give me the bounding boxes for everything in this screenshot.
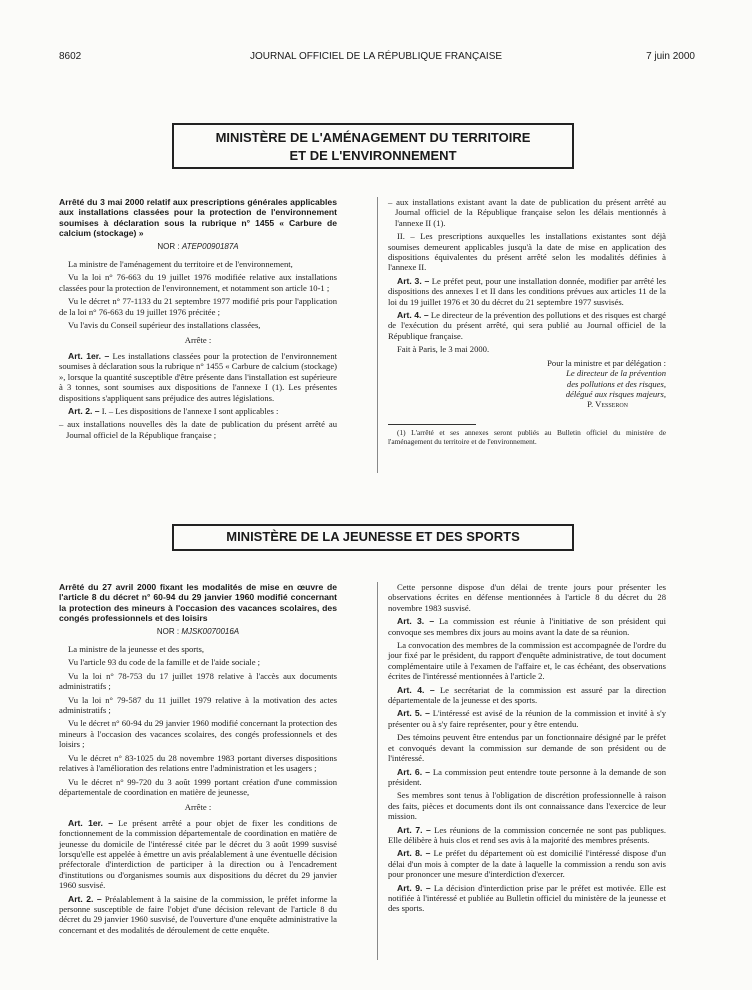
decree2-article-4 [388,685,666,706]
ministry-heading-environment [172,123,574,169]
article-text: Le préfet du département où est domicilié l'intéressé dispose d'un délai d'un mois à compter de la date à laquelle la commission a rendu son avis pour prononcer une mesure d'interdiction d'exercer. [388,848,666,880]
article-text: Les installations classées pour la protection de l'environnement soumises à déclaration sous la rubrique n° 1455 « Carbure de calcium (stockage) », lorsque la quantité susceptible d'être présente dans l'installation est supérieure à 3 tonnes, sont soumises aux dispositions de l'annexe I (1). Les présentes dispositions s'appliquent sans préjudice des autres législations. [59,350,337,403]
article-label: Art. 4. – [397,684,435,695]
article-text: La commission peut entendre toute personne à la demande de son président. [388,766,666,787]
nor-label: NOR : [157,241,180,251]
decree1-nor [59,242,337,252]
page-number: 8602 [59,51,82,62]
decree1-article-2-dash-2: – aux installations existant avant la date de publication du présent arrêté au Journal officiel de la République française selon les délais mentionnés à l'annexe II (1). [388,197,666,228]
decree1-title: Arrêté du 3 mai 2000 relatif aux prescriptions générales applicables aux installations classées pour la protection de l'environnement soumises à déclaration sous la rubrique n° 1455 « Carbure de calcium (stockage) » [59,197,337,239]
article-label: Art. 1er. – [68,817,114,828]
nor-label: NOR : [156,626,180,636]
signature-line: délégué aux risques majeurs, [565,388,666,399]
article-label: Art. 9. – [397,882,431,893]
signature-line: Pour la ministre et par délégation : [547,357,666,368]
decree2-intro-4: Vu le décret n° 60-94 du 29 janvier 1960 modifié concernant la protection des mineurs à l'occasion des vacances scolaires, des congés professionnels et des loisirs ; [59,718,337,750]
decree1-signature [388,358,666,410]
decree1-intro-3: Vu l'avis du Conseil supérieur des installations classées, [68,320,261,331]
footnote-rule [388,424,476,425]
decree2-article-9 [388,883,666,914]
article-label: Art. 5. – [397,708,430,719]
decree1-footnote: (1) L'arrêté et ses annexes seront publiés au Bulletin officiel du ministère de l'aménagement du territoire et de l'environnement. [388,427,666,446]
decree1-right-column [388,197,666,449]
decree2-nor [59,627,337,637]
column-divider [377,582,378,960]
article-text: La décision d'interdiction prise par le préfet est motivée. Elle est notifiée à l'intéressé et publiée au Bulletin officiel du ministère de la jeunesse et des sports. [388,882,667,914]
decree1-article-2 [59,406,337,416]
article-label: Art. 2. – [68,893,102,904]
signature-line: des pollutions et des risques, [566,378,666,389]
ministry-heading-line1: MINISTÈRE DE L'AMÉNAGEMENT DU TERRITOIRE [215,130,531,145]
article-label: Art. 4. – [397,310,429,321]
article-label: Art. 1er. – [68,350,110,361]
article-label: Art. 8. – [397,848,431,859]
article-label: Art. 7. – [397,824,431,835]
column-divider [377,197,378,473]
decree1-done-at: Fait à Paris, le 3 mai 2000. [397,344,490,355]
decree2-intro-1: Vu l'article 93 du code de la famille et de l'aide sociale ; [68,657,261,668]
decree2-article-5 [388,708,666,729]
decree2-intro-6: Vu le décret n° 99-720 du 3 août 1999 portant création d'une commission départementale de coordination en matière de jeunesse, [59,776,337,797]
decree2-intro-3: Vu la loi n° 79-587 du 11 juillet 1979 relative à la motivation des actes administratifs ; [59,694,337,716]
decree1-left-column [59,197,337,443]
decree2-article-3 [388,616,666,637]
nor-code: ATEP0090187A [181,241,239,251]
article-text: Le préfet peut, pour une installation donnée, modifier par arrêté les dispositions des annexes I et II dans les conditions prévues aux articles 11 de la loi du 19 juillet 1976 et 30 du décret du 21 septembre 1977 susvisés. [388,275,666,307]
article-text: La commission est réunie à l'initiative de son président qui convoque ses membres dix jours au moins avant la date de sa réunion. [388,616,666,637]
decree1-article-2-ii: II. – Les prescriptions auxquelles les installations existantes sont déjà soumises demeurent applicables jusqu'à la date de mise en application des dispositions équivalentes du présent arrêté selon les modalités définies à l'annexe II. [388,231,666,273]
ministry-heading-youth-sports [172,524,574,551]
article-text: Les réunions de la commission concernée ne sont pas publiques. Elle délibère à huis clos et rend ses avis à la majorité des membres présents. [388,824,666,845]
ministry-heading-line1: MINISTÈRE DE LA JEUNESSE ET DES SPORTS [226,529,520,544]
decree2-article-6-p2: Ses membres sont tenus à l'obligation de discrétion professionnelle à raison des faits, pièces et documents dont ils ont connaissance dans l'exercice de leur mission. [388,790,666,822]
journal-title: JOURNAL OFFICIEL DE LA RÉPUBLIQUE FRANÇAISE [249,51,503,62]
decree2-article-3-p2: La convocation des membres de la commission est accompagnée de l'ordre du jour fixé par le président, du rapport d'enquête administrative, de tout document complémentaire utile à l'examen de l'affaire et, le cas échéant, des observations écrites de l'intéressé mentionnées à l'article 2. [388,640,666,682]
decree1-arrete: Arrête : [184,335,212,346]
nor-code: MJSK0070016A [181,626,240,636]
decree2-intro-2: Vu la loi n° 78-753 du 17 juillet 1978 relative à l'accès aux documents administratifs ; [59,670,337,692]
decree2-title: Arrêté du 27 avril 2000 fixant les modalités de mise en œuvre de l'article 8 du décret n° 60-94 du 29 janvier 1960 modifié concernant la protection des mineurs à l'occasion des vacances scolaires, des congés professionnels et des loisirs [59,582,337,624]
decree1-intro-0: La ministre de l'aménagement du territoire et de l'environnement, [68,259,293,270]
decree1-article-1 [59,351,337,403]
signature-line: Le directeur de la prévention [566,368,666,379]
decree2-arrete: Arrête : [184,802,212,813]
article-text: Le directeur de la prévention des pollutions et des risques est chargé de l'exécution du présent arrêté, qui sera publié au Journal officiel de la République française. [388,310,666,341]
decree2-intro-0: La ministre de la jeunesse et des sports, [68,644,205,655]
article-text: L'intéressé est avisé de la réunion de la commission et invité à s'y présenter ou à s'y faire représenter, pour y être entendu. [388,708,666,729]
article-text: Le secrétariat de la commission est assuré par la direction départementale de la jeunesse et des sports. [388,684,666,706]
decree2-article-1 [59,818,337,891]
decree2-article-2 [59,894,337,936]
decree2-right-column [388,582,666,917]
article-text: Préalablement à la saisine de la commission, le préfet informe la personne susceptible de faire l'objet d'une décision relevant de l'article 8 du décret du 29 janvier 1960 susvisé, de l'ouverture d'une enquête administrative la concernant et des modalités de déroulement de cette enquête. [59,893,337,935]
signatory-name: P. Vesseron [587,399,628,410]
decree1-article-3 [388,276,666,307]
article-label: Art. 3. – [397,275,430,286]
article-label: Art. 6. – [397,766,430,777]
decree1-article-2-dash-1: – aux installations nouvelles dès la date de publication du présent arrêté au Journal officiel de la République française ; [59,419,337,440]
article-text: I. – Les dispositions de l'annexe I sont applicables : [101,405,279,416]
issue-date: 7 juin 2000 [646,51,695,62]
article-label: Art. 2. – [68,405,100,416]
decree2-article-7 [388,825,666,846]
decree1-article-4 [388,310,666,341]
decree1-intro-1: Vu la loi n° 76-663 du 19 juillet 1976 modifiée relative aux installations classées pour la protection de l'environnement, et notamment son article 10-1 ; [59,272,337,293]
ministry-heading-line2: ET DE L'ENVIRONNEMENT [289,148,457,163]
decree2-article-2-p2: Cette personne dispose d'un délai de trente jours pour présenter les observations écrites en défense mentionnées à l'article 8 du décret du 28 novembre 1983 susvisé. [388,582,666,613]
article-text: Le présent arrêté a pour objet de fixer les conditions de fonctionnement de la commission départementale de coordination en matière de jeunesse du domicile de l'intéressé citée par le décret du 3 août 1999 susvisé lorsqu'elle est appelée à émettre un avis préalablement à une éventuelle décision préfectorale d'interdiction de participer à la direction ou à l'encadrement d'institutions ou d'organismes soumis aux dispositions du décret du 29 janvier 1960 susvisé. [59,817,338,891]
decree2-article-6 [388,767,666,788]
decree2-intro-5: Vu le décret n° 83-1025 du 28 novembre 1983 portant diverses dispositions relatives à l'amélioration des relations entre l'administration et les usagers ; [59,752,337,774]
decree2-left-column [59,582,337,938]
decree2-article-8 [388,848,666,879]
decree1-intro-2: Vu le décret n° 77-1133 du 21 septembre 1977 modifié pris pour l'application de la loi n° 76-663 du 19 juillet 1976 précitée ; [59,296,337,317]
decree2-article-5-p2: Des témoins peuvent être entendus par un fonctionnaire désigné par le préfet et convoqués devant la commission sur demande de son président ou de l'intéressé. [388,732,666,764]
article-label: Art. 3. – [397,616,435,627]
